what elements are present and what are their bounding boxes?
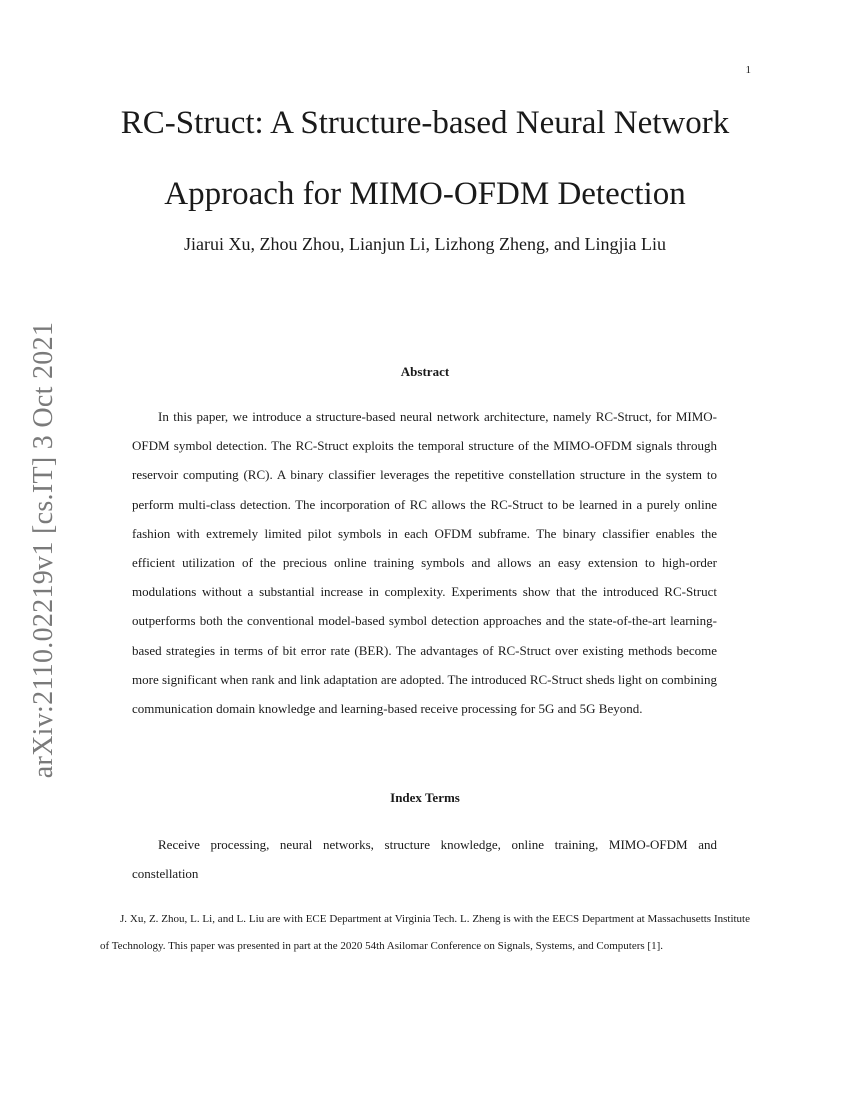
author-affiliation-footnote: J. Xu, Z. Zhou, L. Li, and L. Liu are with ECE Department at Virginia Tech. L. Zheng is with the EECS Department at Massachusetts Institute of Technology. This paper was presented in part at the 2020 54th Asilomar Conference on Signals, Systems, and Computers [1]. [100, 913, 750, 952]
paper-title: RC-Struct: A Structure-based Neural Network Approach for MIMO-OFDM Detection [120, 105, 730, 212]
abstract-text: In this paper, we introduce a structure-based neural network architecture, namely RC-Struct, for MIMO-OFDM symbol detection. The RC-Struct exploits the temporal structure of the MIMO-OFDM signals through reservoir computing (RC). A binary classifier leverages the repetitive constellation structure in the system to perform multi-class detection. The incorporation of RC allows the RC-Struct to be learned in a purely online fashion with extremely limited pilot symbols in each OFDM subframe. The binary classifier enables the efficient utilization of the precious online training symbols and allows an easy extension to high-order modulations without a substantial increase in complexity. Experiments show that the introduced RC-Struct outperforms both the conventional model-based symbol detection approaches and the state-of-the-art learning-based strategies in terms of bit error rate (BER). The advantages of RC-Struct over existing methods become more significant when rank and link adaptation are adopted. The introduced RC-Struct sheds light on combining communication domain knowledge and learning-based receive processing for 5G and 5G Beyond. [132, 409, 717, 717]
author-list: Jiarui Xu, Zhou Zhou, Lianjun Li, Lizhong Zheng, and Lingjia Liu [184, 234, 666, 254]
page-number: 1 [745, 64, 751, 76]
arxiv-stamp: arXiv:2110.02219v1 [cs.IT] 3 Oct 2021 [28, 321, 59, 779]
abstract-heading: Abstract [400, 364, 450, 379]
index-terms-heading: Index Terms [390, 790, 460, 805]
index-terms-text: Receive processing, neural networks, structure knowledge, online training, MIMO-OFDM and constellation [132, 837, 717, 882]
